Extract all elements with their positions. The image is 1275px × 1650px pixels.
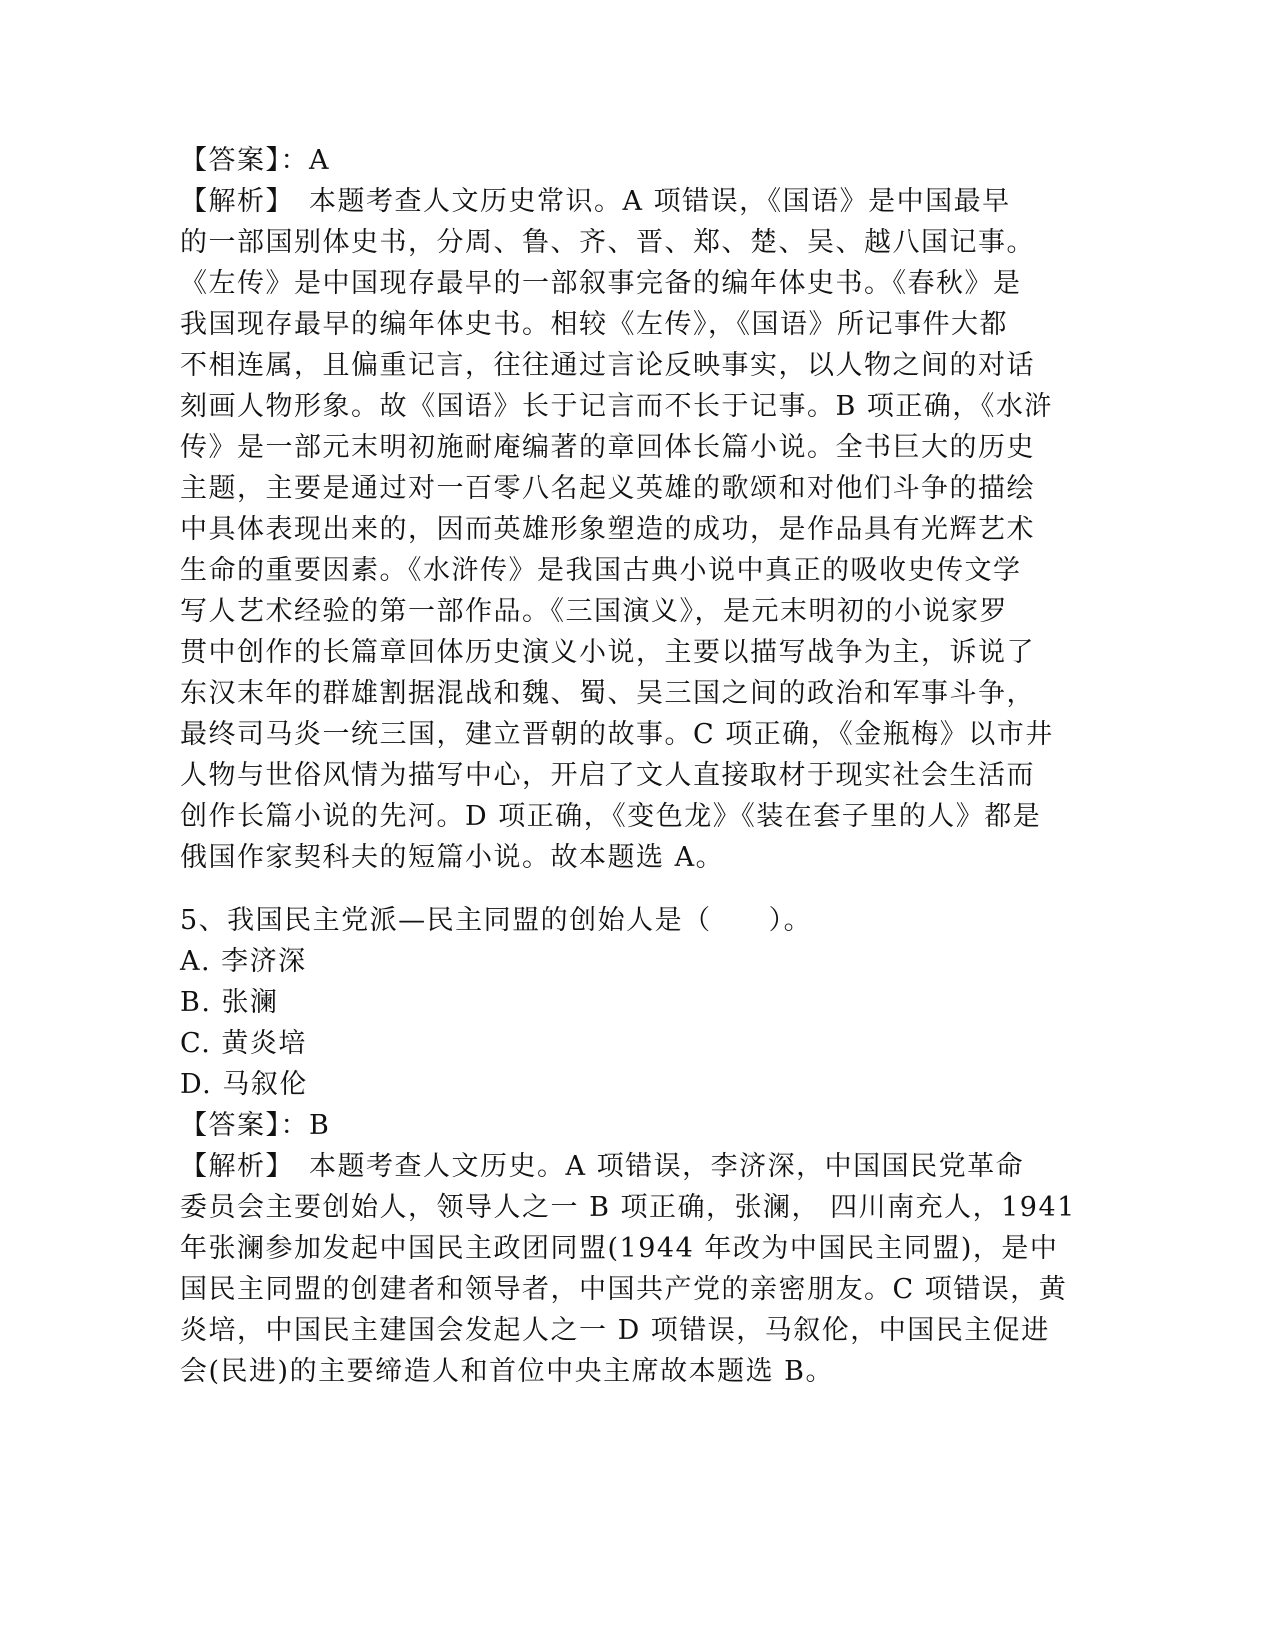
q4-analysis-line: 贯中创作的长篇章回体历史演义小说，主要以描写战争为主，诉说了 <box>180 637 1035 668</box>
q4-analysis-line: 最终司马炎一统三国，建立晋朝的故事。C 项正确，《金瓶梅》以市井 <box>180 719 1054 750</box>
q4-analysis-line: 不相连属，且偏重记言，往往通过言论反映事实，以人物之间的对话 <box>180 350 1035 381</box>
q4-analysis-line: 我国现存最早的编年体史书。相较《左传》，《国语》所记事件大都 <box>180 309 1008 340</box>
q5-analysis-line: 【解析】 本题考查人文历史。A 项错误，李济深，中国国民党革命 <box>180 1151 1025 1182</box>
q5-option-d: D. 马叙伦 <box>180 1069 308 1100</box>
q4-analysis-line: 人物与世俗风情为描写中心，开启了文人直接取材于现实社会生活而 <box>180 760 1035 791</box>
q4-analysis-line: 的一部国别体史书，分周、鲁、齐、晋、郑、楚、吴、越八国记事。 <box>180 227 1035 258</box>
q5-analysis-line: 国民主同盟的创建者和领导者，中国共产党的亲密朋友。C 项错误，黄 <box>180 1274 1068 1305</box>
q4-analysis-line: 创作长篇小说的先河。D 项正确，《变色龙》《装在套子里的人》都是 <box>180 801 1042 832</box>
q4-analysis-line: 东汉末年的群雄割据混战和魏、蜀、吴三国之间的政治和军事斗争， <box>180 678 1035 709</box>
q4-analysis-line: 【解析】 本题考查人文历史常识。A 项错误，《国语》是中国最早 <box>180 186 1011 217</box>
q4-analysis-line: 中具体表现出来的，因而英雄形象塑造的成功，是作品具有光辉艺术 <box>180 514 1035 545</box>
q5-question: 5、我国民主党派—民主同盟的创始人是（ ）。 <box>180 905 813 936</box>
q4-analysis-line: 主题，主要是通过对一百零八名起义英雄的歌颂和对他们斗争的描绘 <box>180 473 1035 504</box>
q5-option-b: B. 张澜 <box>180 987 279 1018</box>
q5-answer: 【答案】：B <box>180 1110 331 1141</box>
q4-analysis-line: 生命的重要因素。《水浒传》是我国古典小说中真正的吸收史传文学 <box>180 555 1022 586</box>
q5-analysis-line: 炎培，中国民主建国会发起人之一 D 项错误，马叙伦，中国民主促进 <box>180 1315 1050 1346</box>
q4-analysis-line: 写人艺术经验的第一部作品。《三国演义》，是元末明初的小说家罗 <box>180 596 1008 627</box>
q4-analysis-line: 《左传》是中国现存最早的一部叙事完备的编年体史书。《春秋》是 <box>180 268 1022 299</box>
q5-analysis-line: 会(民进)的主要缔造人和首位中央主席故本题选 B。 <box>180 1356 834 1387</box>
q4-analysis-line: 俄国作家契科夫的短篇小说。故本题选 A。 <box>180 842 725 873</box>
q4-analysis-line: 刻画人物形象。故《国语》长于记言而不长于记事。B 项正确，《水浒 <box>180 391 1053 422</box>
q4-analysis-line: 传》是一部元末明初施耐庵编著的章回体长篇小说。全书巨大的历史 <box>180 432 1035 463</box>
q5-analysis-line: 委员会主要创始人，领导人之一 B 项正确，张澜， 四川南充人，1941 <box>180 1192 1076 1223</box>
q4-answer: 【答案】：A <box>180 145 330 176</box>
q5-option-c: C. 黄炎培 <box>180 1028 307 1059</box>
q5-analysis-line: 年张澜参加发起中国民主政团同盟(1944 年改为中国民主同盟)，是中 <box>180 1233 1059 1264</box>
q5-option-a: A. 李济深 <box>180 946 307 977</box>
